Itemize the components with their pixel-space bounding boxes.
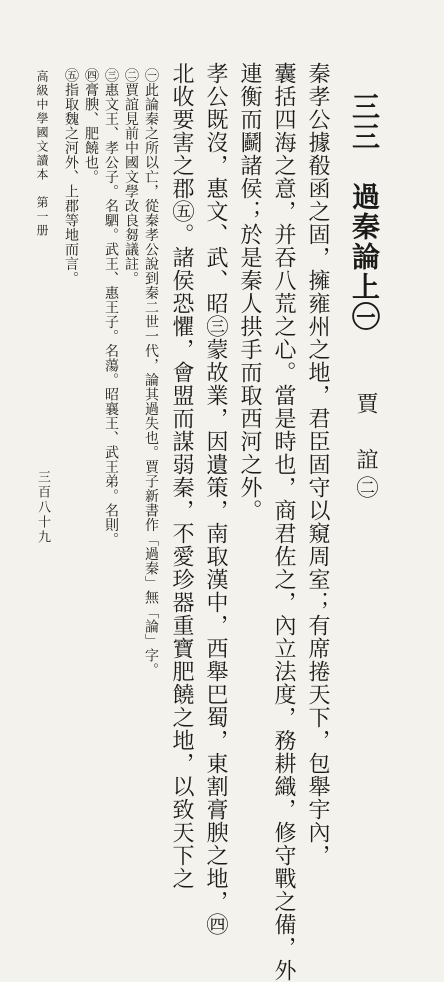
body-line: 秦孝公據殽函之固，擁雍州之地，君臣固守以窺周室；有席捲天下，包舉宇內， xyxy=(305,62,330,867)
page-number: 三百八十九 xyxy=(35,470,50,545)
author-name: 賈 誼㊁ xyxy=(353,392,378,504)
body-line: 連衡而鬬諸侯；於是秦人拱手而取西河之外。 xyxy=(237,62,262,522)
body-line: 北收要害之郡㊄。諸侯恐懼，會盟而謀弱秦，不愛珍器重寶肥饒之地，以致天下之 xyxy=(169,62,194,890)
body-line: 囊括四海之意，并吞八荒之心。當是時也，商君佐之，內立法度，務耕織，修守戰之備，外 xyxy=(271,62,296,982)
annotation-line: ㊃膏腴、肥饒也。 xyxy=(83,68,99,184)
body-line: 孝公既沒，惠文、武、昭㊂蒙故業，因遺策，南取漢中，西舉巴蜀，東割膏腴之地，㊃ xyxy=(203,62,228,936)
annotation-line: ㊄指取魏之河外、上郡等地而言。 xyxy=(63,68,79,286)
annotation-line: ㊀此論秦之所以亡，從秦孝公說到秦二世一代，論其過失也。賈子新書作「過秦」無「論」字。 xyxy=(143,68,159,677)
annotation-line: ㊂惠文王、孝公子。名駟。武王、惠王子。名蕩。昭襄王、武王弟。名則。 xyxy=(103,68,119,547)
annotation-line: ㊁賈誼見前中國文學改良芻議註。 xyxy=(123,68,139,286)
page-title: 三三 過秦論上㊀ xyxy=(348,92,381,332)
book-title-footer: 高級中學國文讀本 第一册 xyxy=(35,70,49,238)
